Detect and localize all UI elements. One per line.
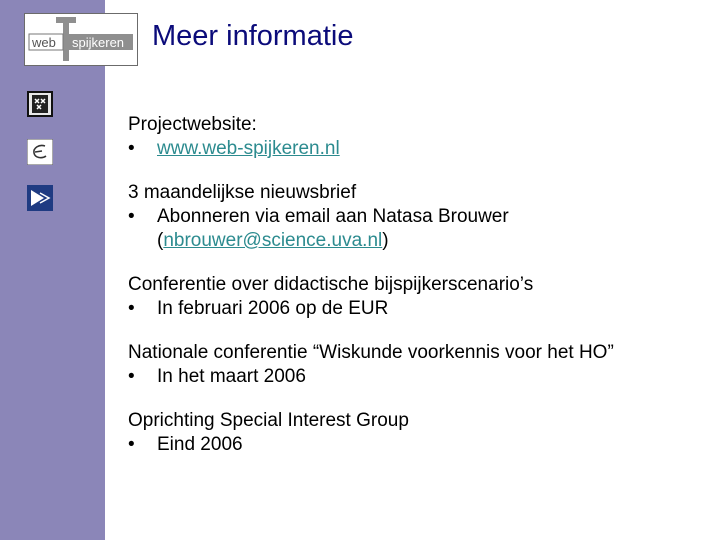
section-sig xyxy=(128,409,708,457)
sidebar-band xyxy=(0,0,105,540)
section-conference-eur xyxy=(128,273,708,321)
triangle-logo-icon xyxy=(27,185,53,211)
curly-e-logo-icon xyxy=(27,139,53,165)
paren-open: ( xyxy=(157,230,164,251)
svg-text:spijkeren: spijkeren xyxy=(72,35,125,50)
web-spijkeren-logo xyxy=(24,13,138,66)
content-body xyxy=(128,113,708,477)
bullet-icon: • xyxy=(128,298,135,319)
list-item xyxy=(128,137,708,161)
list-item-text: Abonneren via email aan Natasa Brouwer xyxy=(157,206,509,227)
section-heading: Nationale conferentie “Wiskunde voorkennis voor het HO” xyxy=(128,342,614,363)
website-link[interactable]: www.web-spijkeren.nl xyxy=(157,138,340,159)
section-heading: Oprichting Special Interest Group xyxy=(128,410,409,431)
paren-close: ) xyxy=(382,230,389,251)
uva-seal-icon xyxy=(27,91,53,117)
bullet-icon: • xyxy=(128,366,135,387)
page-title: Meer informatie xyxy=(152,20,354,52)
bullet-icon: • xyxy=(128,206,135,227)
list-item xyxy=(128,205,708,229)
section-newsletter xyxy=(128,181,708,253)
bullet-icon: • xyxy=(128,434,135,455)
list-item-text: Eind 2006 xyxy=(157,434,243,455)
list-item xyxy=(128,297,708,321)
section-projectwebsite xyxy=(128,113,708,161)
list-item-text: In februari 2006 op de EUR xyxy=(157,298,389,319)
email-link[interactable]: nbrouwer@science.uva.nl xyxy=(163,230,383,251)
list-item-text: In het maart 2006 xyxy=(157,366,306,387)
list-item-continuation xyxy=(128,229,708,253)
bullet-icon: • xyxy=(128,138,135,159)
section-heading: Projectwebsite: xyxy=(128,114,257,135)
section-heading: Conferentie over didactische bijspijkerscenario’s xyxy=(128,274,534,295)
list-item xyxy=(128,365,708,389)
section-national-conference xyxy=(128,341,708,389)
list-item xyxy=(128,433,708,457)
svg-text:web: web xyxy=(32,35,56,50)
section-heading: 3 maandelijkse nieuwsbrief xyxy=(128,182,357,203)
